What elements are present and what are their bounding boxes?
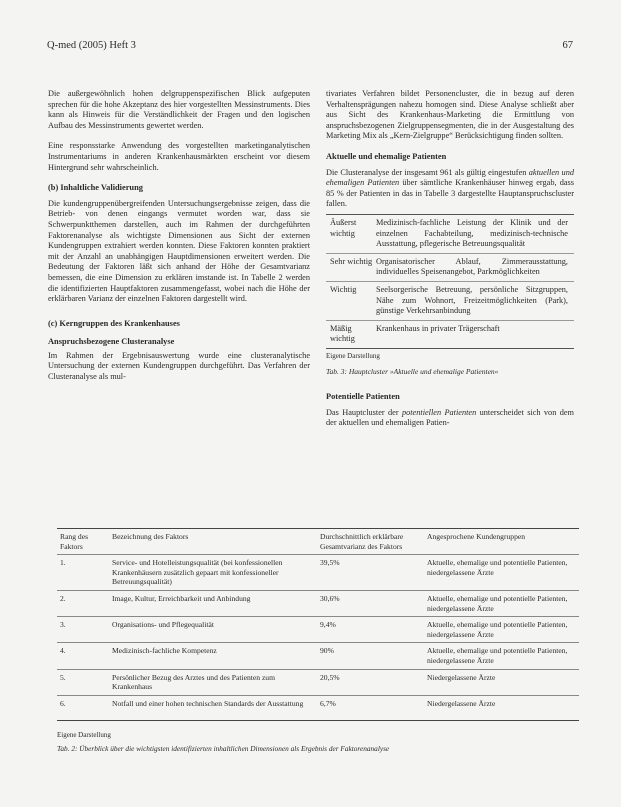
- section-heading: (c) Kerngruppen des Krankenhauses: [48, 318, 180, 328]
- table-row: [57, 643, 579, 669]
- importance-level: Sehr wichtig: [330, 256, 373, 266]
- table-cell: 6,7%: [320, 698, 336, 708]
- table-cell: Notfall und einer hohen technischen Standards der Ausstattung: [112, 698, 304, 708]
- table-cell: 20,5%: [320, 672, 340, 682]
- text-run: Die Clusteranalyse der insgesamt 961 als gültig eingestufen: [326, 167, 529, 177]
- table-cell: Service- und Hotelleistungsqualität (bei konfessionellen Krankenhäusern zusätzlich gepaart mit konfessioneller Betreuungsqualität): [112, 558, 283, 587]
- paragraph: [326, 408, 574, 429]
- table-cell: Persönlicher Bezug des Arztes und des Patienten zum Krankenhaus: [112, 672, 276, 692]
- table-row: [326, 215, 574, 254]
- text-run: Das Hauptcluster der: [326, 407, 402, 417]
- table-row: [57, 696, 579, 720]
- table-cell: Image, Kultur, Erreichbarkeit und Anbindung: [112, 593, 251, 603]
- table-cell: 3.: [60, 620, 66, 630]
- table-source: Eigene Darstellung: [326, 351, 380, 360]
- table-cell: 6.: [60, 698, 66, 708]
- table-cell: Aktuelle, ehemalige und potentielle Patienten, niedergelassene Ärzte: [427, 620, 568, 639]
- table-cell: 90%: [320, 646, 334, 656]
- table-caption: Tab. 2: Überblick über die wichtigsten identifizierten inhaltlichen Dimensionen als Ergebnis der Faktorenanalyse: [57, 744, 390, 753]
- criteria-text: Organisatorischer Ablauf, Zimmerausstattung, individuelles Speisenangebot, Parkmöglichkeiten: [376, 256, 568, 277]
- criteria-text: Medizinisch-fachliche Leistung der Klinik und der einzelnen Fachabteilung, medizinisch-technische Ausstattung, pflegerische Betreuungsqualität: [376, 217, 568, 249]
- table-cell: 30,6%: [320, 593, 340, 603]
- subsection-heading: Anspruchsbezogene Clusteranalyse: [48, 337, 175, 347]
- section-heading: Aktuelle und ehemalige Patienten: [326, 151, 447, 161]
- table-caption: Tab. 3: Hauptcluster »Aktuelle und ehemalige Patienten«: [326, 367, 499, 377]
- table-cell: Medizinisch-fachliche Kompetenz: [112, 646, 217, 656]
- column-header: Angesprochene Kundengruppen: [427, 532, 526, 541]
- table-cell: 39,5%: [320, 558, 340, 568]
- table-row: [57, 555, 579, 591]
- paragraph: Im Rahmen der Ergebnisauswertung wurde eine clusteranalytische Untersuchung der externen Kundengruppen durchgeführt. Das Verfahren der Clusteranalyse als mul-: [48, 350, 310, 382]
- section-heading: (b) Inhaltliche Validierung: [48, 183, 143, 193]
- table-row: [57, 670, 579, 696]
- table-cell: Aktuelle, ehemalige und potentielle Patienten, niedergelassene Ärzte: [427, 646, 568, 665]
- paragraph: Die außergewöhnlich hohen delgruppenspezifischen Blick aufgeputen sprechen für die hohe Akzeptanz des hier vorgestellten Messinstruments. Dies kann als Hinweis für die Verständlichkeit der Fragen und den logischen Aufbau des Messinstruments gewertet werden.: [48, 89, 310, 130]
- paragraph: tivariates Verfahren bildet Personencluster, die in bezug auf deren Verhaltensprägungen nahezu homogen sind. Diese Analyse schließt aber aus Sicht des Krankenhaus-Marketing die Ermittlung von anspruchsbezogenen Zielgruppensegmenten, die in der Ausgestaltung des Marketing Mix als „Kern-Zielgruppe“ Berücksichtigung finden sollten.: [326, 89, 574, 141]
- page-number: 67: [562, 40, 573, 51]
- importance-level: Mäßig wichtig: [330, 323, 355, 344]
- table-source: Eigene Darstellung: [57, 731, 111, 739]
- text-run-italic: potentiellen Patienten: [401, 407, 477, 417]
- table-row: [326, 321, 574, 348]
- paragraph: Eine responsstarke Anwendung des vorgestellten marketinganalytischen Instrumentariums in anderen Krankenhausmärkten erscheint vor diesem Hintergrund sehr wahrscheinlich.: [48, 141, 310, 172]
- left-column: [48, 89, 310, 393]
- paragraph: Die kundengruppenübergreifenden Untersuchungsergebnisse zeigen, dass die Betrieb- von denen eingangs vermutet worden war, dass sie Schwerpunktthemen darstellen, auch im Rahmen der durchgeführten Faktorenanalyse als wichtigste Dimensionen aus Sicht der externen Kundengruppen extrahiert werden konnten. Diese Faktoren konnten praktiert mit der Anzahl an unabhängigen Hauptdimensionen erweitert werden. Die Bedeutung der Faktoren läßt sich anhand der Höhe der Gesamtvarianz bemessen, die eine Dimension zu erklären imstande ist. In Tabelle 2 werden die identifizierten Hauptfaktoren zusammengefasst, wobei nach die Höhe der erklärbaren Varianz der einzelnen Faktoren dargestellt wird.: [48, 198, 310, 304]
- section-heading: Potentielle Patienten: [326, 392, 400, 402]
- table-cell: 1.: [60, 558, 66, 568]
- text-run-italic: aktuellen und ehemaligen Patienten: [326, 167, 574, 188]
- column-header: Rang des Faktors: [60, 532, 89, 551]
- table-cell: 9,4%: [320, 620, 336, 630]
- factor-table: [57, 528, 579, 721]
- table-cell: Niedergelassene Ärzte: [427, 698, 496, 708]
- table-header-row: [57, 529, 579, 555]
- table-cell: Niedergelassene Ärzte: [427, 672, 496, 682]
- cluster-table: [326, 214, 574, 349]
- table-row: [326, 282, 574, 321]
- text-run: über sämtliche Krankenhäuser hinweg ergab, dass 85 % der Patienten in das in Tabelle 3 dargestellte Hauptanspruchscluster fallen.: [326, 178, 574, 209]
- table-cell: 5.: [60, 672, 66, 682]
- table-row: [326, 254, 574, 282]
- importance-level: Äußerst wichtig: [330, 217, 357, 238]
- table-row: [57, 617, 579, 643]
- table-cell: Aktuelle, ehemalige und potentielle Patienten, niedergelassene Ärzte: [427, 558, 568, 577]
- importance-level: Wichtig: [330, 284, 357, 294]
- table-row: [57, 591, 579, 617]
- table-cell: 4.: [60, 646, 66, 656]
- column-header: Bezeichnung des Faktors: [112, 532, 189, 541]
- table-cell: 2.: [60, 593, 66, 603]
- criteria-text: Seelsorgerische Betreuung, persönliche Sitzgruppen, Nähe zum Wohnort, Freizeitmöglichkeiten (Park), günstige Verkehrsanbindung: [376, 284, 568, 316]
- table-cell: Aktuelle, ehemalige und potentielle Patienten, niedergelassene Ärzte: [427, 593, 568, 613]
- text-run: unterscheidet sich von dem der aktuellen und ehemaligen Patien-: [326, 407, 574, 428]
- table-cell: Organisations- und Pflegequalität: [112, 620, 214, 630]
- journal-name: Q-med (2005) Heft 3: [47, 40, 136, 51]
- running-header: [47, 40, 573, 56]
- criteria-text: Krankenhaus in privater Trägerschaft: [376, 323, 500, 333]
- paragraph: [326, 168, 574, 210]
- right-column: [326, 89, 574, 439]
- column-header: Durchschnittlich erklärbare Gesamtvarianz des Faktors: [320, 532, 404, 551]
